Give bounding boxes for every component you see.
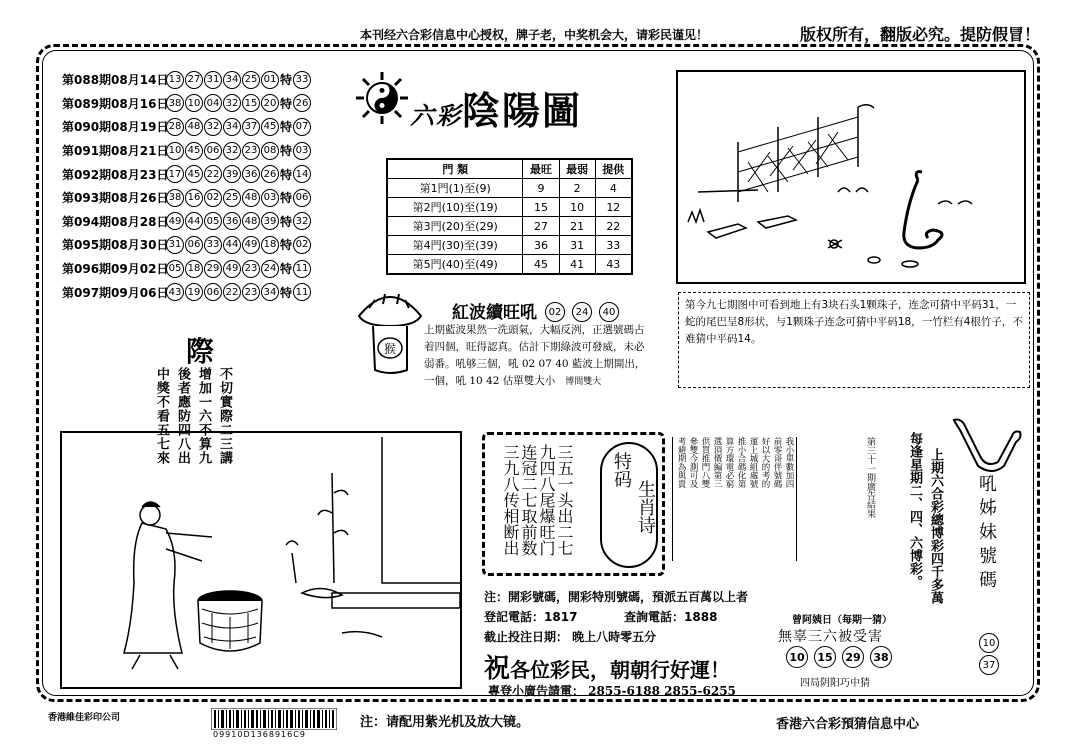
copyright-notice: 版权所有，翻版必究。提防假冒！ [800,25,1041,44]
barcode-icon [211,708,337,730]
special-number-ball: 03 [293,142,311,160]
draw-row [62,162,334,186]
draw-row [62,257,334,281]
number-ball: 18 [185,260,203,278]
draw-date-label: 第095期08月30日 [62,238,169,253]
number-ball: 26 [261,165,279,183]
draw-note: 注：開彩號碼，開彩特別號碼，預派五百萬以上者 [484,590,749,604]
riddle-explanation: 第今九七期图中可看到地上有3块石头1颗珠子，连念可猜中平码31，一蛇的尾巴呈8形状，与1颗珠子连念可猜中平码18，一竹栏有4根竹子，不难猜中平码14。 [678,292,1030,388]
number-ball: 49 [223,260,241,278]
number-ball: 37 [242,118,260,136]
table-row [387,198,632,217]
number-ball: 31 [204,71,222,89]
number-ball: 29 [842,646,864,668]
number-ball: 25 [242,71,260,89]
number-ball: 06 [185,236,203,254]
special-number-ball: 11 [293,260,311,278]
table-cell: 第4門(30)至(39) [387,236,523,255]
saxophone-icon [950,416,1024,472]
number-ball: 49 [166,212,184,230]
draw-row [62,139,334,163]
zodiac-poem-line: 三五一头出二七 [555,444,574,556]
number-ball: 16 [185,189,203,207]
special-marker: 特 [280,167,293,182]
number-ball: 05 [204,212,222,230]
red-wave-numbers [545,302,620,322]
special-marker: 特 [280,120,293,135]
fine-print-column: 我小單數加四 [784,437,794,488]
ad-contact: 專登小廣告請電： 2855-6188 2855-6255 [488,684,736,698]
draw-date-label: 第090期08月19日 [62,120,169,135]
query-phone [624,608,717,625]
register-label: 登記電話： [484,610,545,624]
draw-date-label: 第094期08月28日 [62,214,169,229]
number-ball: 02 [545,302,565,322]
column-header: 提供 [595,159,632,179]
red-wave-title: 紅波續旺吼 [452,303,537,323]
number-ball: 44 [185,212,203,230]
number-ball: 01 [261,71,279,89]
draw-row [62,68,334,92]
number-ball: 38 [166,94,184,112]
table-cell: 第1門(1)至(9) [387,179,523,198]
daily-guess-riddle: 無辜三六被受害 [778,629,883,645]
poem-line: 後者應防四八出 [175,367,190,465]
deadline: 截止投注日期： 晚上八時零五分 [484,630,657,644]
number-ball: 22 [204,165,222,183]
special-number-ball: 02 [293,236,311,254]
draw-row [62,280,334,304]
fine-print-column: 好以大的考的 [760,437,770,488]
number-ball: 23 [242,142,260,160]
article-line-text: 一個，吼 10 42 估單雙大小 [424,375,556,387]
number-ball: 37 [979,655,999,675]
table-cell: 第3門(20)至(29) [387,217,523,236]
zodiac-poem-line: 连冠二七取前数 [519,444,538,556]
fine-print-column: 選頂價編第三 [712,437,722,488]
special-number-ball: 32 [293,212,311,230]
number-ball: 27 [185,71,203,89]
draw-row [62,233,334,257]
mushroom-label: 猴 [384,342,397,356]
zodiac-label-special: 特码 [611,452,632,488]
number-ball: 32 [223,94,241,112]
table-cell: 36 [523,236,559,255]
article-line: 弱番。吼够三個，吼 02 07 40 藍波上期開出， [424,358,646,370]
fine-print-column: 參雙今測可及 [688,437,698,488]
number-ball: 44 [223,236,241,254]
special-number-ball: 33 [293,71,311,89]
query-label: 查詢電話： [624,610,685,624]
number-ball: 22 [223,283,241,301]
printer-name: 香港維佳彩印公司 [48,713,121,723]
number-ball: 15 [242,94,260,112]
number-ball: 45 [261,118,279,136]
special-number-ball: 14 [293,165,311,183]
title-main: 陰陽圖 [462,88,583,133]
table-cell: 12 [595,198,632,217]
number-ball: 10 [786,646,808,668]
poem-line: 中獎不看五七來 [154,367,169,465]
article-signature: 博間雙大 [565,377,602,387]
table-cell: 45 [523,255,559,275]
fine-print-block [672,437,797,561]
number-ball: 02 [204,189,222,207]
draw-date-label: 第089期08月16日 [62,96,169,111]
special-marker: 特 [280,73,293,88]
number-ball: 23 [242,283,260,301]
blessing-big-char: 祝 [484,654,511,684]
number-ball: 39 [261,212,279,230]
snake-fence-illustration [678,72,1024,282]
draw-row [62,186,334,210]
red-wave-article [424,322,674,391]
draw-date-label: 第092期08月23日 [62,167,169,182]
fine-print-column: 考避期為與貴 [676,437,686,488]
special-marker: 特 [280,238,293,253]
zodiac-poem-line: 九四八尾爆旺门 [537,444,556,556]
query-number: 1888 [684,610,718,624]
publisher-name: 香港六合彩預猜信息中心 [776,717,920,732]
number-ball: 13 [166,71,184,89]
number-ball: 34 [223,71,241,89]
fine-print-column: 推小合碼化第 [736,437,746,488]
number-ball: 32 [204,118,222,136]
mushroom-mascot-icon [355,286,425,378]
number-ball: 10 [979,633,999,653]
fine-print-column: 算方環電必窮 [724,437,734,488]
register-number: 1817 [544,610,578,624]
number-ball: 36 [223,212,241,230]
ad-result-label: 第三十一期廣告結果 [865,437,875,518]
blessing-text: 各位彩民，朝朝行好運！ [510,658,731,682]
draw-history [62,68,334,304]
title-prefix: 六彩 [410,101,462,130]
number-ball: 48 [242,189,260,207]
table-cell: 31 [559,236,595,255]
number-ball: 06 [204,283,222,301]
daily-guess-numbers [786,646,893,668]
table-cell: 21 [559,217,595,236]
table-cell: 第5門(40)至(49) [387,255,523,275]
poem-line: 增加一六不算九 [196,367,211,465]
special-number-ball: 26 [293,94,311,112]
draw-date-label: 第091期08月21日 [62,144,169,159]
daily-guess-title: 曾阿姨日（每期一猜） [792,615,892,626]
table-cell: 33 [595,236,632,255]
number-ball: 28 [166,118,184,136]
number-ball: 29 [204,260,222,278]
special-marker: 特 [280,191,293,206]
number-ball: 19 [185,283,203,301]
number-ball: 45 [185,142,203,160]
sisters-numbers [979,633,1000,675]
table-cell: 4 [595,179,632,198]
page-title [410,80,582,135]
number-ball: 03 [261,189,279,207]
article-line: 着四個，旺得認真。估計下期綠波可發威，未必 [424,341,645,353]
column-header: 門 類 [387,159,523,179]
special-marker: 特 [280,285,293,300]
register-phone [484,608,577,625]
number-ball: 05 [166,260,184,278]
number-ball: 48 [185,118,203,136]
number-ball: 23 [242,260,260,278]
featured-character: 際 [186,335,215,368]
special-number-ball: 07 [293,118,311,136]
special-marker: 特 [280,96,293,111]
draw-row [62,115,334,139]
number-ball: 49 [242,236,260,254]
number-ball: 36 [242,165,260,183]
table-row [387,179,632,198]
column-header: 最弱 [559,159,595,179]
table-cell: 2 [559,179,595,198]
special-marker: 特 [280,214,293,229]
fine-print-column: 供買推門八雙 [700,437,710,488]
barcode-number: 09910D1368916C9 [213,730,306,739]
zodiac-label-poem: 生肖诗 [635,480,656,534]
number-ball: 25 [223,189,241,207]
article-line [424,373,674,391]
draw-date-label: 第096期09月02日 [62,262,169,277]
table-row [387,217,632,236]
draw-row [62,92,334,116]
number-ball: 06 [204,142,222,160]
number-ball: 08 [261,142,279,160]
blessing [484,648,730,685]
number-ball: 34 [261,283,279,301]
special-number-ball: 06 [293,189,311,207]
number-ball: 43 [166,283,184,301]
table-row [387,255,632,275]
table-cell: 43 [595,255,632,275]
number-ball: 15 [814,646,836,668]
number-ball: 33 [204,236,222,254]
fine-print-column: 運上城組處號 [748,437,758,488]
number-ball: 40 [599,302,619,322]
table-cell: 27 [523,217,559,236]
riddle-picture [676,70,1026,284]
special-marker: 特 [280,262,293,277]
special-marker: 特 [280,144,293,159]
number-ball: 38 [870,646,892,668]
number-ball: 39 [223,165,241,183]
number-ball: 31 [166,236,184,254]
table-cell: 第2門(10)至(19) [387,198,523,217]
number-ball: 48 [242,212,260,230]
table-cell: 41 [559,255,595,275]
draw-date-label: 第097期09月06日 [62,285,169,300]
draw-schedule: 每逢星期二、四、六博彩。 [907,432,922,588]
license-notice: 本刊经六合彩信息中心授权，牌子老，中奖机会大，请彩民谨见！ [360,28,709,42]
number-ball: 04 [204,94,222,112]
yin-yang-icon [354,70,410,126]
daily-guess-footer: 四局阴阳巧中猜 [800,678,870,689]
scene-picture [60,431,462,689]
poem-line: 不切實際二三講 [217,367,232,465]
number-ball: 45 [185,165,203,183]
zodiac-poem [502,444,572,556]
last-pool-size: 上期六合彩總博彩四千多萬 [928,448,943,604]
number-ball: 24 [572,302,592,322]
number-ball: 34 [223,118,241,136]
number-group-table [386,158,633,275]
table-cell: 15 [523,198,559,217]
viewing-note: 注：请配用紫光机及放大镜。 [360,715,530,730]
draw-row [62,210,334,234]
table-cell: 9 [523,179,559,198]
special-number-ball: 11 [293,283,311,301]
table-row [387,236,632,255]
table-header-row [387,159,632,179]
man-and-drum-illustration [62,433,460,687]
number-ball: 32 [223,142,241,160]
column-header: 最旺 [523,159,559,179]
number-ball: 20 [261,94,279,112]
number-ball: 10 [166,142,184,160]
table-cell: 10 [559,198,595,217]
fine-print-column: 前零哥伴號碼 [772,437,782,488]
table-cell: 22 [595,217,632,236]
number-ball: 17 [166,165,184,183]
number-ball: 18 [261,236,279,254]
number-ball: 10 [185,94,203,112]
number-ball: 38 [166,189,184,207]
article-line: 上期藍波果然一洗頭氣，大幅反洌，正選號碼占 [424,324,645,336]
draw-date-label: 第088期08月14日 [62,73,169,88]
zodiac-poem-line: 三九八传相断出 [501,444,520,556]
draw-date-label: 第093期08月26日 [62,191,169,206]
number-ball: 24 [261,260,279,278]
sisters-numbers-title: 吼姊妹號碼 [976,474,997,594]
